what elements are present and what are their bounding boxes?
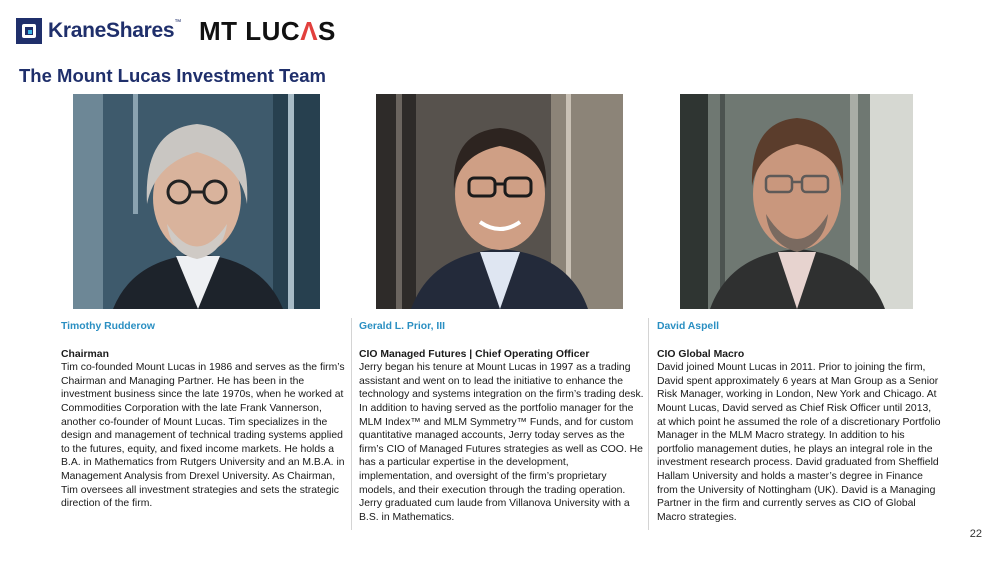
portrait-timothy-rudderow [73,94,320,309]
member-bio: Jerry began his tenure at Mount Lucas in 1997 as a trading assistant and went on to lead the initiative to enhance the technology and systems integration on the firm’s trading desk. In addition to having served as the portfolio manager for the MLM Index™ and MLM Symmetry™ Funds, and for custom quantitative managed accounts, Jerry today serves as the firm’s CIO of Managed Futures strategies as well as COO. He has a particular expertise in the development, implementation, and oversight of the firm’s proprietary models, and their execution through the trading operation. Jerry graduated cum laude from Villanova University with a B.S. in Mathematics. [359,362,644,523]
team-member-card [359,320,644,524]
member-bio: David joined Mount Lucas in 2011. Prior to joining the firm, David spent approximately 6 years at Man Group as a Senior Risk Manager, working in London, New York and Chicago. At Mount Lucas, David served as Chief Risk Officer until 2013, at which point he assumed the role of a discretionary Portfolio Manager in the MLM Macro strategy. In addition to his portfolio management duties, he plays an integral role in the investment research process. David graduated from Sheffield Hallam University and holds a master’s degree in Finance from the University of Nottingham (UK). David is a Managing Partner in the firm and currently serves as CIO of Global Macro strategies. [657,362,941,523]
header-logos [16,14,336,48]
kraneshares-logo-icon [16,18,42,44]
mt-lucas-logo: MT LUCΛS [198,15,336,46]
page-number: 22 [969,528,982,540]
portrait-david-aspell [680,94,913,309]
team-member-card [657,320,942,524]
member-bio: Tim co-founded Mount Lucas in 1986 and serves as the firm’s Chairman and Managing Partner. He has been in the investment business since the late 1970s, when he worked at Commodities Corporation with the late Frank Vannerson, another co-founder of Mount Lucas. Tim specializes in the design and management of technical trading systems applied to the futures, equity, and fixed income markets. He holds a B.A. in Mathematics from Rutgers University and an M.B.A. in Management Analysis from Drexel University. As Chairman, Tim oversees all investment strategies and sets the strategic direction of the firm. [61,362,345,510]
column-divider [648,318,649,530]
page-title: The Mount Lucas Investment Team [19,65,327,86]
member-role: Chairman [61,348,109,360]
kraneshares-logo: KraneShares™ [48,19,181,42]
member-name: David Aspell [657,321,719,332]
member-role: CIO Managed Futures | Chief Operating Officer [359,348,590,360]
member-name: Timothy Rudderow [61,321,155,332]
member-role: CIO Global Macro [657,348,745,360]
team-member-card [61,320,346,511]
portrait-gerald-prior [376,94,623,309]
column-divider [351,318,352,530]
member-name: Gerald L. Prior, III [359,321,446,332]
